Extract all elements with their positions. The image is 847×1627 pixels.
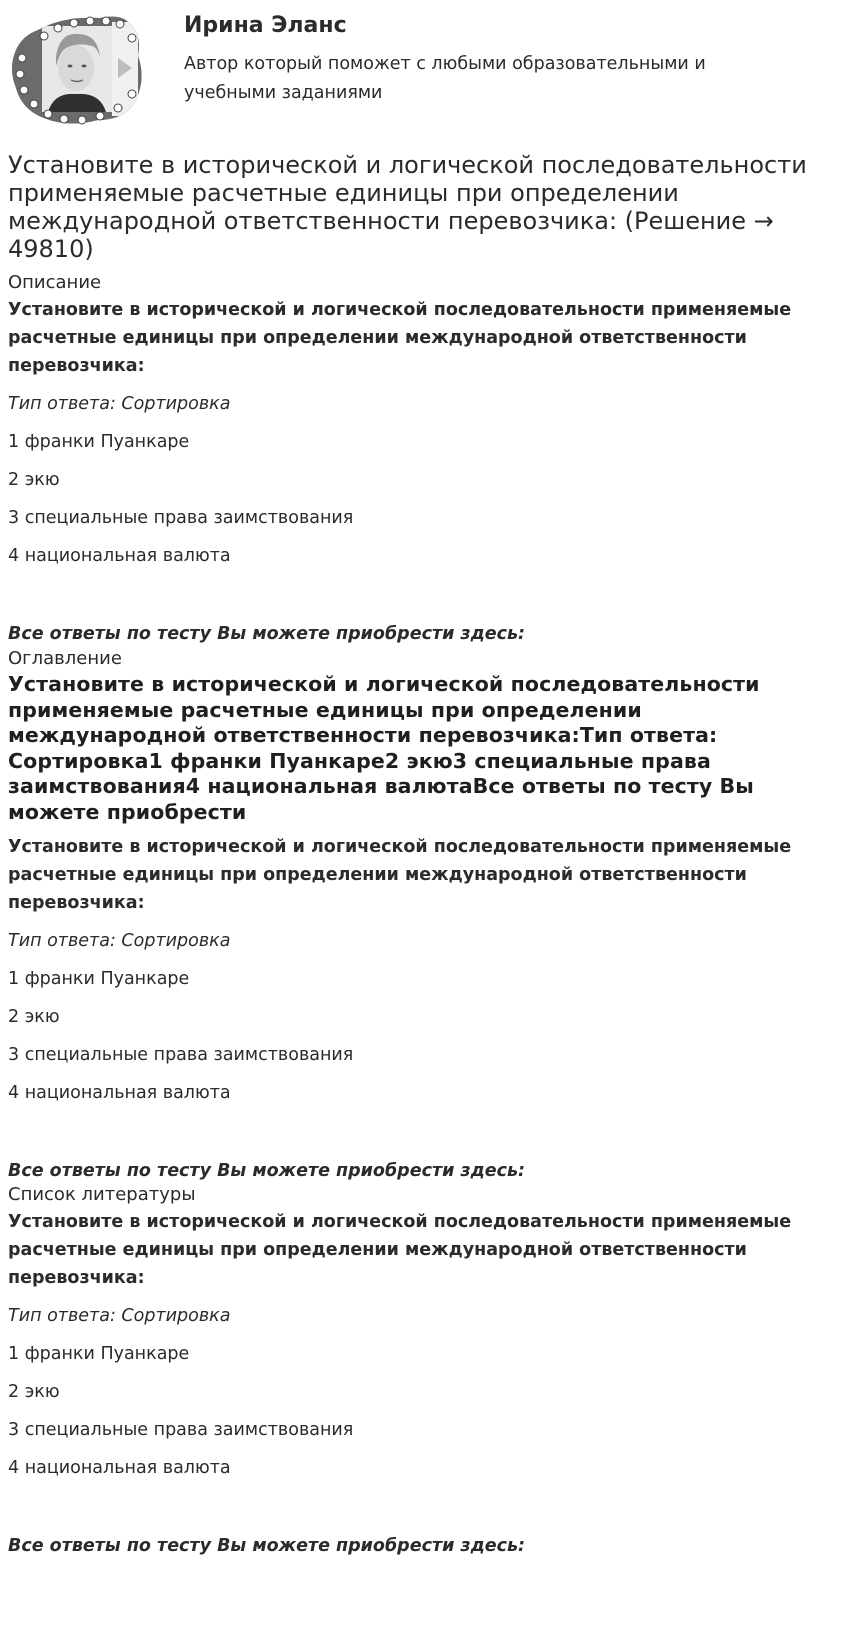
question-text: Установите в исторической и логической последовательности применяемые расчетные единицы при определении международной ответственности перевозчика:: [8, 300, 792, 376]
option-item: 2 экю: [8, 1382, 60, 1402]
toc-heading: Установите в исторической и логической последовательности применяемые расчетные единицы при определении международной ответственности перевозчика:Тип ответа: Сортировка1 франки Пуанкаре2 экю3 специальные права заимствования4 национальная валютаВсе ответы по тесту Вы можете приобрести: [8, 672, 760, 824]
description-section: [8, 270, 828, 648]
all-answers-link[interactable]: Все ответы по тесту Вы можете приобрести здесь:: [8, 1536, 526, 1556]
section-label-toc: Оглавление: [8, 648, 122, 669]
option-item: 1 франки Пуанкаре: [8, 1344, 190, 1364]
answer-type: Тип ответа: Сортировка: [8, 1306, 231, 1326]
option-item: 4 национальная валюта: [8, 1458, 231, 1478]
option-item: 1 франки Пуанкаре: [8, 969, 190, 989]
toc-section: [8, 646, 828, 1185]
all-answers-link[interactable]: Все ответы по тесту Вы можете приобрести здесь:: [8, 624, 526, 644]
option-item: 1 франки Пуанкаре: [8, 432, 190, 452]
question-text: Установите в исторической и логической последовательности применяемые расчетные единицы при определении международной ответственности перевозчика:: [8, 1212, 792, 1288]
option-item: 4 национальная валюта: [8, 1083, 231, 1103]
author-block: [8, 8, 833, 130]
all-answers-link[interactable]: Все ответы по тесту Вы можете приобрести здесь:: [8, 1161, 526, 1181]
literature-section: [8, 1182, 828, 1560]
option-item: 3 специальные права заимствования: [8, 508, 354, 528]
answer-type: Тип ответа: Сортировка: [8, 931, 231, 951]
author-description: Автор который поможет с любыми образовательными и учебными заданиями: [184, 54, 706, 103]
option-item: 2 экю: [8, 1007, 60, 1027]
author-name[interactable]: Ирина Эланс: [184, 13, 347, 38]
page: [8, 8, 833, 1556]
question-text: Установите в исторической и логической последовательности применяемые расчетные единицы при определении международной ответственности перевозчика:: [8, 837, 792, 913]
answer-type: Тип ответа: Сортировка: [8, 394, 231, 414]
section-label-description: Описание: [8, 272, 102, 293]
page-title: Установите в исторической и логической последовательности применяемые расчетные единицы при определении международной ответственности перевозчика: (Решение → 49810): [8, 151, 807, 263]
option-item: 4 национальная валюта: [8, 546, 231, 566]
option-item: 3 специальные права заимствования: [8, 1045, 354, 1065]
avatar[interactable]: [8, 8, 156, 130]
option-item: 3 специальные права заимствования: [8, 1420, 354, 1440]
section-label-literature: Список литературы: [8, 1184, 196, 1205]
option-item: 2 экю: [8, 470, 60, 490]
